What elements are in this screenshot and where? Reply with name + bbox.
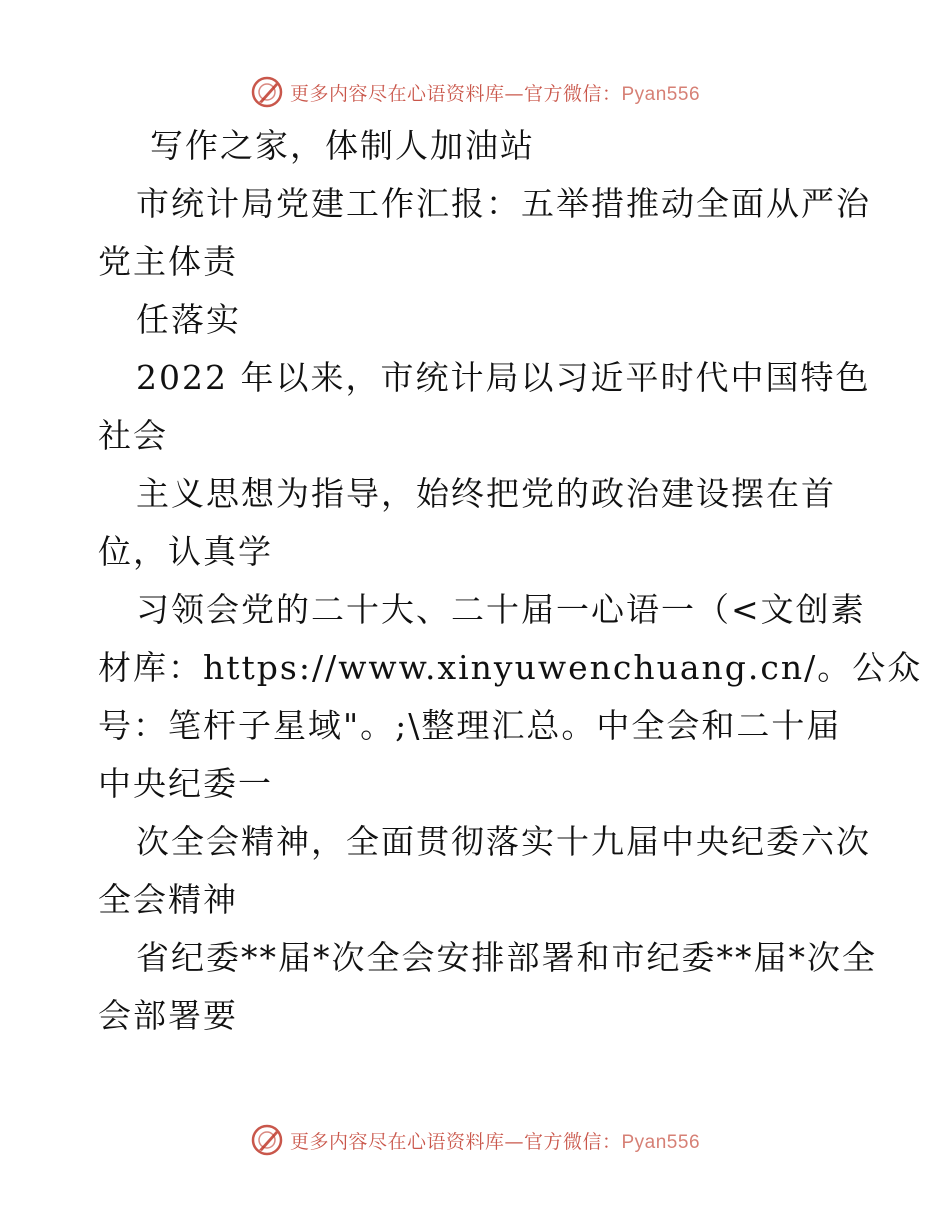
footer-watermark <box>0 1120 950 1160</box>
text-line: 会部署要 <box>98 996 238 1035</box>
quill-logo-icon <box>250 75 284 109</box>
text-line: 写作之家，体制人加油站 <box>150 126 535 165</box>
text-line: 社会 <box>98 416 168 455</box>
text-line: 号：笔杆子星域"。;\整理汇总。中全会和二十届 <box>98 706 842 745</box>
quill-logo-icon <box>250 1123 284 1157</box>
document-body <box>98 117 923 1045</box>
text-line: 市统计局党建工作汇报：五举措推动全面从严治 <box>136 184 871 223</box>
text-line: 习领会党的二十大、二十届一心语一（<文创素 <box>136 590 866 629</box>
text-line: 次全会精神，全面贯彻落实十九届中央纪委六次 <box>136 822 871 861</box>
text-line: 任落实 <box>136 300 241 339</box>
watermark-text: 更多内容尽在心语资料库—官方微信： <box>289 1130 622 1153</box>
text-line: 位，认真学 <box>98 532 273 571</box>
text-line: 2022 年以来，市统计局以习近平时代中国特色 <box>136 358 871 397</box>
watermark-text: 更多内容尽在心语资料库—官方微信： <box>289 82 622 105</box>
text-line: 主义思想为指导，始终把党的政治建设摆在首 <box>136 474 836 513</box>
watermark-wechat-id: Pyan556 <box>621 1131 701 1153</box>
text-line: 材库：https://www.xinyuwenchuang.cn/。公众 <box>98 648 923 687</box>
text-line: 全会精神 <box>98 880 238 919</box>
header-watermark <box>0 72 950 112</box>
text-line: 中央纪委一 <box>98 764 273 803</box>
text-line: 省纪委**届*次全会安排部署和市纪委**届*次全 <box>136 938 877 977</box>
text-line: 党主体责 <box>98 242 238 281</box>
watermark-wechat-id: Pyan556 <box>621 83 701 105</box>
